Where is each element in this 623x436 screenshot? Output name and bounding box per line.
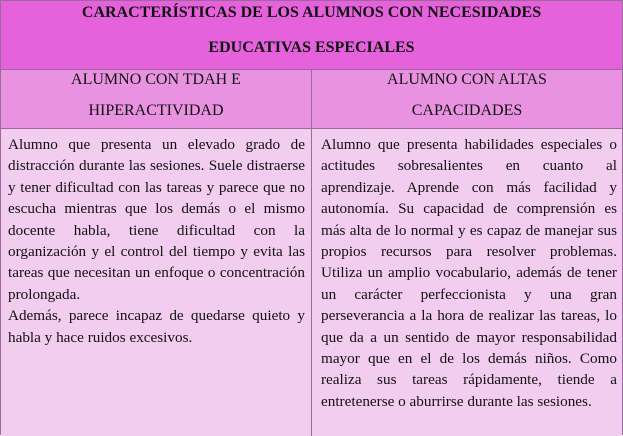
column-header-tdah	[1, 70, 311, 128]
column-header-altas-capacidades	[312, 70, 622, 128]
column-divider	[311, 70, 312, 436]
tdah-paragraph-1: Alumno que presenta un elevado grado de distracción durante las sesiones. Suele distraerse y tener dificultad con las tareas y parece que no escucha mientras que los demás o el mismo docente habla, tiene dificultad con la organización y el control del tiempo y evita las tareas que necesitan un enfoque o concentración prolongada.	[8, 136, 305, 303]
table-title-row	[1, 1, 622, 70]
description-cell-altas-capacidades	[321, 134, 617, 412]
column-header-altas-line-2: CAPACIDADES	[411, 102, 523, 119]
tdah-paragraph-2: Además, parece incapaz de quedarse quieto y habla y hace ruidos excesivos.	[8, 307, 305, 346]
altas-paragraph-1: Alumno que presenta habilidades especiales o actitudes sobresalientes en cuanto al aprendizaje. Aprende con más facilidad y autonomía. Su capacidad de comprensión es más alta de lo normal y es capaz de manejar sus propios recursos para resolver problemas. Utiliza un amplio vocabulario, además de tener un carácter perfeccionista y una gran perseverancia a la hora de realizar las tareas, lo que da a un sentido de mayor responsabilidad mayor que en el de los demás niños. Como realiza sus tareas rápidamente, tiende a entretenerse o aburrirse durante las sesiones.	[321, 136, 617, 410]
column-header-altas-line-1: ALUMNO CON ALTAS	[387, 71, 547, 88]
description-cell-tdah	[8, 134, 305, 348]
column-header-tdah-line-2: HIPERACTIVIDAD	[88, 102, 224, 119]
table-title-line-2: EDUCATIVAS ESPECIALES	[208, 39, 415, 56]
column-header-tdah-line-1: ALUMNO CON TDAH E	[71, 71, 241, 88]
table-title-line-1: CARACTERÍSTICAS DE LOS ALUMNOS CON NECESIDADES	[81, 4, 542, 21]
